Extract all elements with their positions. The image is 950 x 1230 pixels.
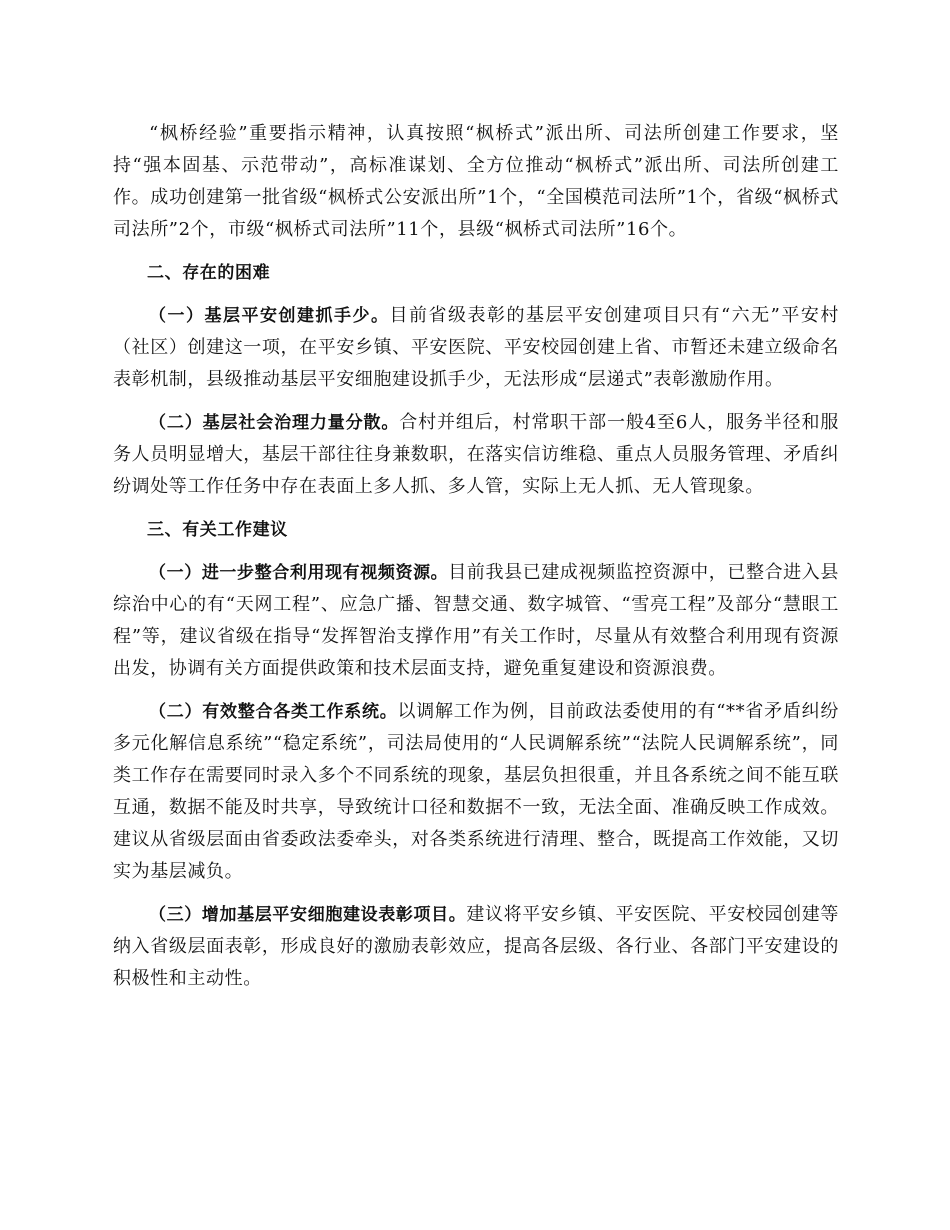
suggestion-body-3: 建议将平安乡镇、平安医院、平安校园创建等纳入省级层面表彰，形成良好的激励表彰效应，提高各层级、各行业、各部门平安建设的积极性和主动性。 bbox=[113, 904, 839, 989]
document-page bbox=[113, 118, 839, 1006]
suggestion-paragraph-2 bbox=[113, 696, 839, 888]
intro-paragraph: “枫桥经验”重要指示精神，认真按照“枫桥式”派出所、司法所创建工作要求，坚持“强本固基、示范带动”，高标准谋划、全方位推动“枫桥式”派出所、司法所创建工作。成功创建第一批省级“枫桥式公安派出所”1个，“全国模范司法所”1个，省级“枫桥式司法所”2个，市级“枫桥式司法所”11个，县级“枫桥式司法所”16个。 bbox=[113, 123, 839, 240]
difficulty-paragraph-2 bbox=[113, 407, 839, 503]
suggestion-lead-3: （三）增加基层平安细胞建设表彰项目。 bbox=[149, 905, 467, 925]
suggestion-body-2: 以调解工作为例，目前政法委使用的有“**省矛盾纠纷多元化解信息系统”“稳定系统”，司法局使用的“人民调解系统”“法院人民调解系统”，同类工作存在需要同时录入多个不同系统的现象，基层负担很重，并且各系统之间不能互联互通，数据不能及时共享，导致统计口径和数据不一致，无法全面、准确反映工作成效。建议从省级层面由省委政法委牵头，对各类系统进行清理、整合，既提高工作效能，又切实为基层减负。 bbox=[113, 701, 839, 882]
suggestion-paragraph-1 bbox=[113, 557, 839, 685]
section-heading-suggestions: 三、有关工作建议 bbox=[147, 520, 288, 540]
difficulty-body-1: 目前省级表彰的基层平安创建项目只有“六无”平安村（社区）创建这一项，在平安乡镇、平安医院、平安校园创建上省、市暂还未建立级命名表彰机制，县级推动基层平安细胞建设抓手少，无法形成“层递式”表彰激励作用。 bbox=[113, 305, 839, 390]
suggestion-lead-2: （二）有效整合各类工作系统。 bbox=[149, 702, 398, 722]
suggestion-body-1: 目前我县已建成视频监控资源中，已整合进入县综治中心的有“天网工程”、应急广播、智慧交通、数字城管、“雪亮工程”及部分“慧眼工程”等，建议省级在指导“发挥智治支撑作用”有关工作时，尽量从有效整合利用现有资源出发，协调有关方面提供政策和技术层面支持，避免重复建设和资源浪费。 bbox=[113, 562, 839, 679]
section-heading-difficulties: 二、存在的困难 bbox=[147, 263, 271, 283]
suggestion-paragraph-3 bbox=[113, 899, 839, 995]
difficulty-lead-1: （一）基层平安创建抓手少。 bbox=[149, 306, 390, 326]
difficulty-body-2: 合村并组后，村常职干部一般4至6人，服务半径和服务人员明显增大，基层干部往往身兼数职，在落实信访维稳、重点人员服务管理、矛盾纠纷调处等工作任务中存在表面上多人抓、多人管，实际上无人抓、无人管现象。 bbox=[113, 412, 839, 497]
difficulty-paragraph-1 bbox=[113, 300, 839, 396]
suggestion-lead-1: （一）进一步整合利用现有视频资源。 bbox=[149, 563, 449, 583]
difficulty-lead-2: （二）基层社会治理力量分散。 bbox=[149, 413, 400, 433]
